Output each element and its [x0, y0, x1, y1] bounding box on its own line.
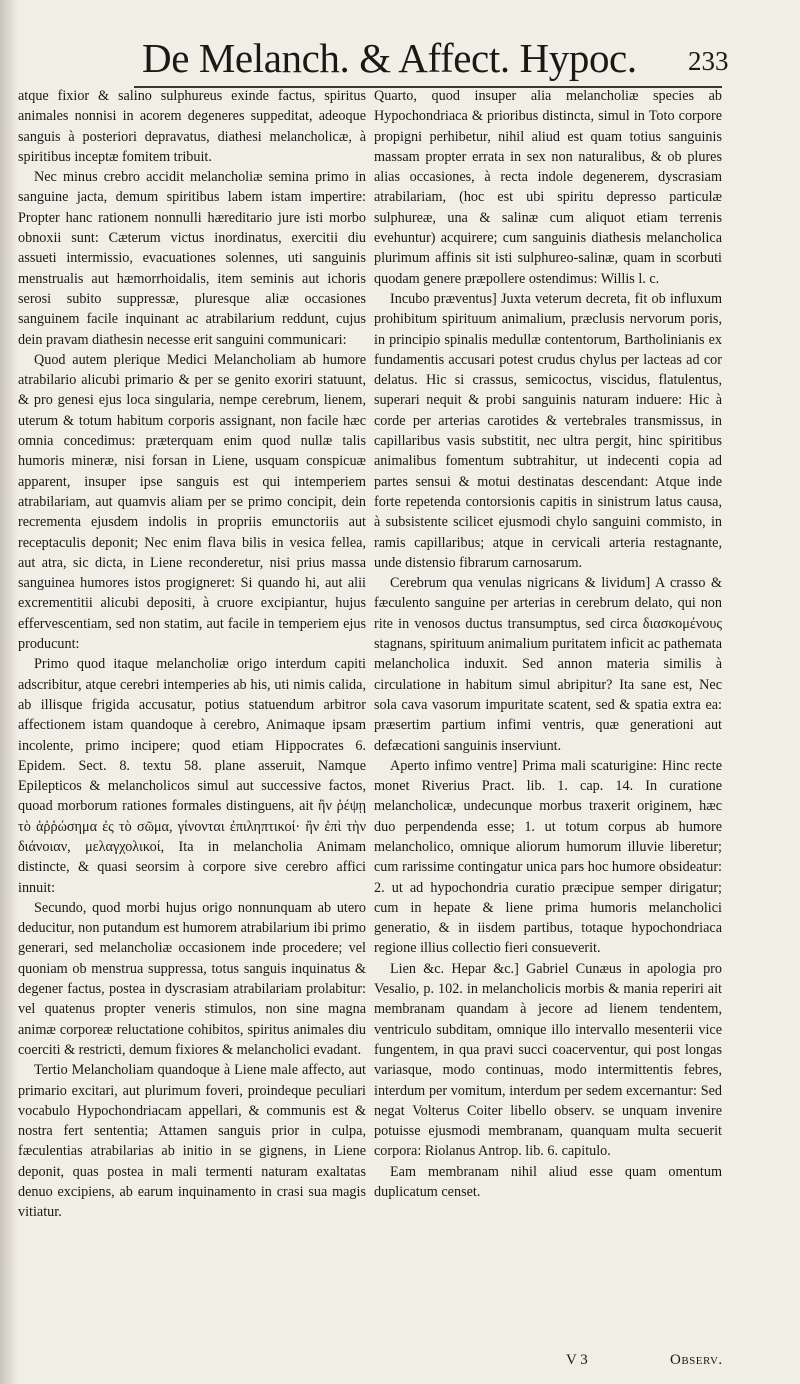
page-footer — [0, 1352, 800, 1376]
catchword: Observ. — [670, 1352, 723, 1368]
left-column — [18, 86, 366, 1223]
paragraph: Primo quod itaque melancholiæ origo interdum capiti adscribitur, atque cerebri intemperies ab his, uti nimis calida, ab illisque frigida accusatur, potius statuendum arbitror affectionem istam quandoque à cerebro, Animaque ipsam incolente, primo incipere; quod etiam Hippocrates 6. Epidem. Sect. 8. textu 58. plane asseruit, Namque Epilepticos & melancholicos simul aut successive factos, quoad morborum rationes formales distinguens, ait ἢν ῥέψῃ τὸ ἀῤῥώσημα ἐς τὸ σῶμα, γίνονται ἐπιληπτικοί· ἢν ἐπὶ τὴν διάνοιαν, μελαγχολικοί, Ita in melancholia Animam distincte, & quasi seorsim à corpore sive cerebro affici innuit: — [18, 656, 366, 896]
running-title: De Melanch. & Affect. Hypoc. — [142, 35, 637, 81]
signature-mark: V 3 — [566, 1352, 588, 1368]
page-number: 233 — [688, 46, 729, 76]
paragraph: Quarto, quod insuper alia melancholiæ species ab Hypochondriaca & prioribus distincta, simul in Toto corpore propigni perhibetur, nihil aliud est quam totius sanguinis massam propter errata in sex non naturalibus, & ob plures alias occasiones, à recta indole degenerem, dyscrasiam atrabilariam, (hoc est ubi spiritu depresso particulæ sulphureæ, una & salinæ cum aliquot etiam terrenis evehuntur) acquirere; cum sanguinis diathesis melancholica plurimum affinis sit isti sulphureo-salinæ, quam in scorbuti quodam genere præpollere ostendimus: Willis l. c. — [374, 88, 722, 287]
paragraph: Nec minus crebro accidit melancholiæ semina primo in sanguine jacta, demum spiritibus labem istam impertire: Propter hanc rationem nonnulli hæreditario jure isti morbo obnoxii sunt: Cæterum victus inordinatus, exercitii diu assueti intermissio, evacuationes solennes, uti sanguinis menstrualis aut hæmorrhoidalis, item seminis aut ichoris serosi subito suppressæ, pluresque aliæ occasiones sanguinem facile inquinant ac atrabilarium reddunt, cujus dein pravam diathesin necesse erit sanguini communicari: — [18, 169, 366, 348]
paragraph: Cerebrum qua venulas nigricans & lividum] A crasso & fæculento sanguine per arterias in cerebrum delato, qui non rite in venosos ductus transumptus, sed circa διασκομένους stagnans, spirituum animalium puritatem inficit ac pathemata melancholica induxit. Sed annon materia similis à circulatione in habitum simul abripitur? Ita sane est, Nec sola cava vasorum impuritate scatent, sed & spatia extra ea: præsertim partium infimi ventris, quæ generationi aut defæcationi sanguinis inserviunt. — [374, 575, 722, 754]
gutter-shadow — [0, 0, 18, 1384]
paragraph: Lien &c. Hepar &c.] Gabriel Cunæus in apologia pro Vesalio, p. 102. in melancholicis morbis & mania reperiri ait membranam quandam à jecore ad lienem tendentem, ventriculo subditam, omnique illo intervallo mesenterii vice fungentem, in qua pravi succi coacerventur, qui post longas variasque, modo continuas, modo intermittentis febres, interdum per vomitum, interdum per sedem excernantur: Sed negat Volterus Coiter libello observ. se unquam invenire potuisse ejusmodi membranam, quanquam multa secuerit corpora: Riolanus Antrop. lib. 6. capitulo. — [374, 960, 722, 1160]
paragraph: Incubo præventus] Juxta veterum decreta, fit ob influxum prohibitum spirituum animalium, præclusis nervorum poris, in principio spinalis medullæ contentorum, Bartholinianis ex fundamentis accusari potest crudus chylus per lacteas ad cor delatus. Hic si crassus, semicoctus, viscidus, flatulentus, superari nequit & probi sanguinis naturam induere: Hic à corde per arterias carotides & vertebrales transmissus, in capillaribus vasis substitit, nec ultra pergit, hinc spiritibus animalibus fomentum subtrahitur, ut indecenti copia ad partes sensui & motui destinatas descendant: Atque inde forte repetenda contorsionis capitis in sinistrum latus causa, à subsistente scilicet ejusmodi chylo sanguini commisto, in ramis capillaribus; atque in cervicali arteria restagnante, unde distensio fibrarum carnosarum. — [374, 290, 722, 571]
right-column — [374, 86, 722, 1202]
paragraph: Quod autem plerique Medici Melancholiam ab humore atrabilario alicubi primario & per se genito exoriri statuunt, & pro genesi ejus loca singularia, nempe cerebrum, lienem, uterum & totum habitum corporis assignant, non facile hæc omnia concedimus: præterquam enim quod nullæ talis humoris mineræ, nisi forsan in Liene, usquam conspicuæ apparent, insuper ipse sanguis est qui intemperiem atrabilariam, aut quamvis aliam per se primo concipit, dein recrementa ejusdem indolis in propriis emunctoriis aut receptaculis deponit; Nec enim flava bilis in vesica fellea, aut atra, sic dicta, in Liene reconderetur, nisi prius massa sanguinea humores istos progigneret: Si quando hi, aut alii excrementitii alicubi depositi, à cruore excipiantur, hujus effervescentiam, sed non statim, aut facile in temperiem ejus producunt: — [18, 351, 366, 653]
paragraph: Aperto infimo ventre] Prima mali scaturigine: Hinc recte monet Riverius Pract. lib. 1. cap. 14. In curatione melancholicæ, undecunque morbus traxerit originem, hæc duo perpendenda esse; 1. ut totum corpus ab humore melancholico, omnique aliorum humorum illuvie liberetur; cum rarissime contingatur unica pars hoc humore obsideatur: 2. ut ad hypochondria curatio præcipue semper dirigatur; cum in hepate & liene prima humoris melancholici generatio, & in iisdem partibus, totaque hypochondriaca regione illius collectio fieri consueverit. — [374, 757, 722, 957]
paragraph: atque fixior & salino sulphureus exinde factus, spiritus animales nonnisi in acorem degeneres suppeditat, adeoque sanguis à posteriori depravatus, diathesi melancholicæ, à spiritibus inceptæ fomitem tribuit. — [18, 88, 366, 165]
paragraph: Tertio Melancholiam quandoque à Liene male affecto, aut primario excitari, aut plurimum foveri, proindeque peculiari vocabulo Hypochondriacam appellari, & communis est & nostra fert sententia; Attamen sanguis prior in culpa, fæculentias atrabilarias ab initio in se gignens, in Liene deponit, quas postea in mali termenti naturam exaltatas denuo excipiens, ab earum inquinamento in crasi sua magis vitiatur. — [18, 1062, 366, 1221]
paragraph: Eam membranam nihil aliud esse quam omentum duplicatum censet. — [374, 1163, 722, 1201]
paragraph: Secundo, quod morbi hujus origo nonnunquam ab utero deducitur, non putandum est humorem atrabilarium ibi primo generari, sed melancholiæ occasionem inde procedere; vel quoniam ob menstrua suppressa, totus sanguis inquinatus & degener factus, postea in dyscrasiam atrabilariam prolabitur: vel quatenus propter veneris stimulos, non sine magna animæ corporeæ reluctatione cohibitos, spiritus animales diu coerciti & restricti, demum fixiores & melancholici evadant. — [18, 899, 366, 1058]
